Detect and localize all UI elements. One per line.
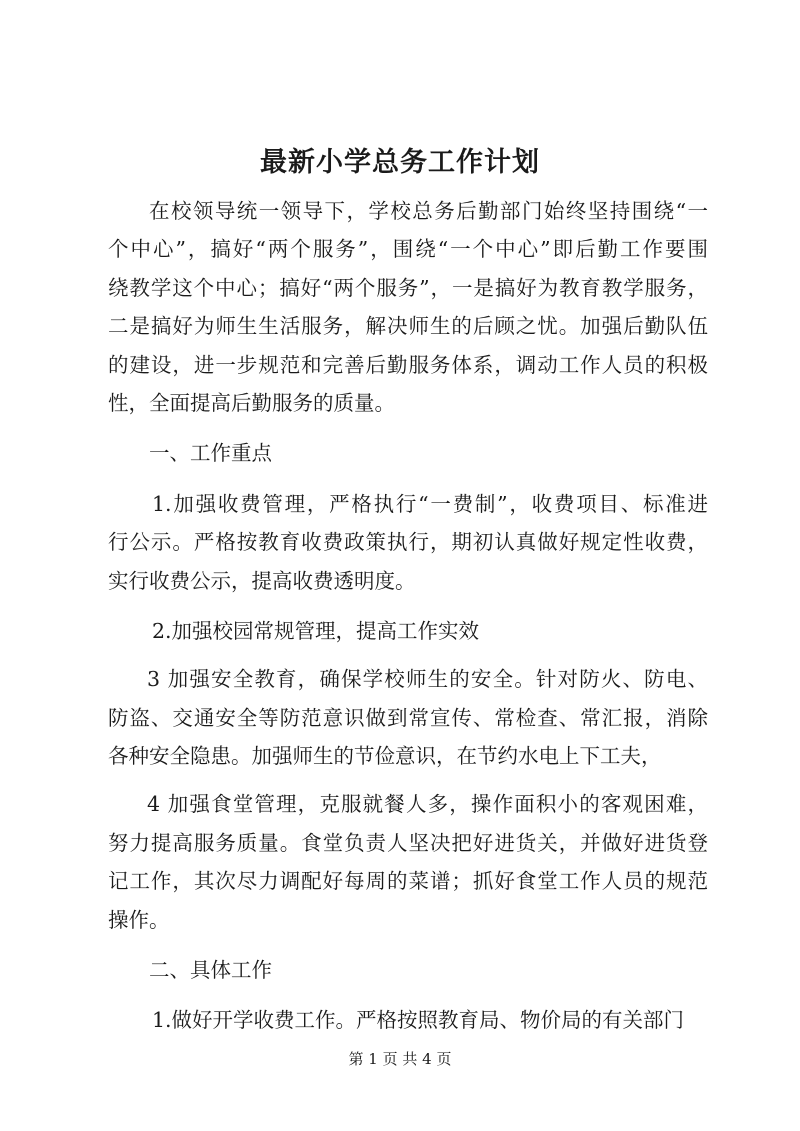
paragraph-line: 的建设，进一步规范和完善后勤服务体系，调动工作人员的积极 bbox=[108, 352, 708, 377]
item-2-line: 2.加强校园常规管理，提高工作实效 bbox=[152, 618, 480, 643]
page-footer: 第 1 页 共 4 页 bbox=[348, 1050, 452, 1068]
item-4-paragraph bbox=[108, 785, 708, 939]
paragraph-line: 个中心”，搞好“两个服务”，围绕“一个中心”即后勤工作要围 bbox=[108, 237, 708, 262]
item-1-paragraph bbox=[108, 485, 708, 600]
document-body bbox=[108, 192, 708, 1040]
paragraph-line: 各种安全隐患。加强师生的节俭意识，在节约水电上下工夫， bbox=[108, 744, 662, 769]
item-3-paragraph bbox=[108, 660, 708, 775]
intro-paragraph bbox=[108, 192, 708, 422]
paragraph-line: 操作。 bbox=[108, 907, 170, 932]
paragraph-line: 性，全面提高后勤服务的质量。 bbox=[108, 390, 395, 415]
paragraph-line: 行公示。严格按教育收费政策执行，期初认真做好规定性收费， bbox=[108, 530, 708, 555]
paragraph-line: 4 加强食堂管理，克服就餐人多，操作面积小的客观困难， bbox=[147, 792, 708, 817]
paragraph-line: 二是搞好为师生生活服务，解决师生的后顾之忧。加强后勤队伍 bbox=[108, 314, 708, 339]
section2-item-1-line: 1.做好开学收费工作。严格按照教育局、物价局的有关部门 bbox=[152, 1008, 685, 1033]
section-heading-key-points: 一、工作重点 bbox=[149, 441, 272, 466]
paragraph-line: 实行收费公示，提高收费透明度。 bbox=[108, 568, 416, 593]
section-heading-specific-work: 二、具体工作 bbox=[149, 958, 272, 983]
document-title: 最新小学总务工作计划 bbox=[260, 147, 540, 178]
paragraph-line: 防盗、交通安全等防范意识做到常宣传、常检查、常汇报，消除 bbox=[108, 705, 708, 730]
paragraph-line: 绕教学这个中心；搞好“两个服务”，一是搞好为教育教学服务， bbox=[108, 275, 708, 300]
paragraph-line: 在校领导统一领导下，学校总务后勤部门始终坚持围绕“一 bbox=[149, 199, 708, 223]
paragraph-line: 记工作，其次尽力调配好每周的菜谱；抓好食堂工作人员的规范 bbox=[108, 869, 708, 894]
paragraph-line: 3 加强安全教育，确保学校师生的安全。针对防火、防电、 bbox=[147, 667, 708, 692]
paragraph-line: 努力提高服务质量。食堂负责人坚决把好进货关，并做好进货登 bbox=[108, 830, 708, 855]
paragraph-line: 1.加强收费管理，严格执行“一费制”，收费项目、标准进 bbox=[152, 491, 708, 516]
